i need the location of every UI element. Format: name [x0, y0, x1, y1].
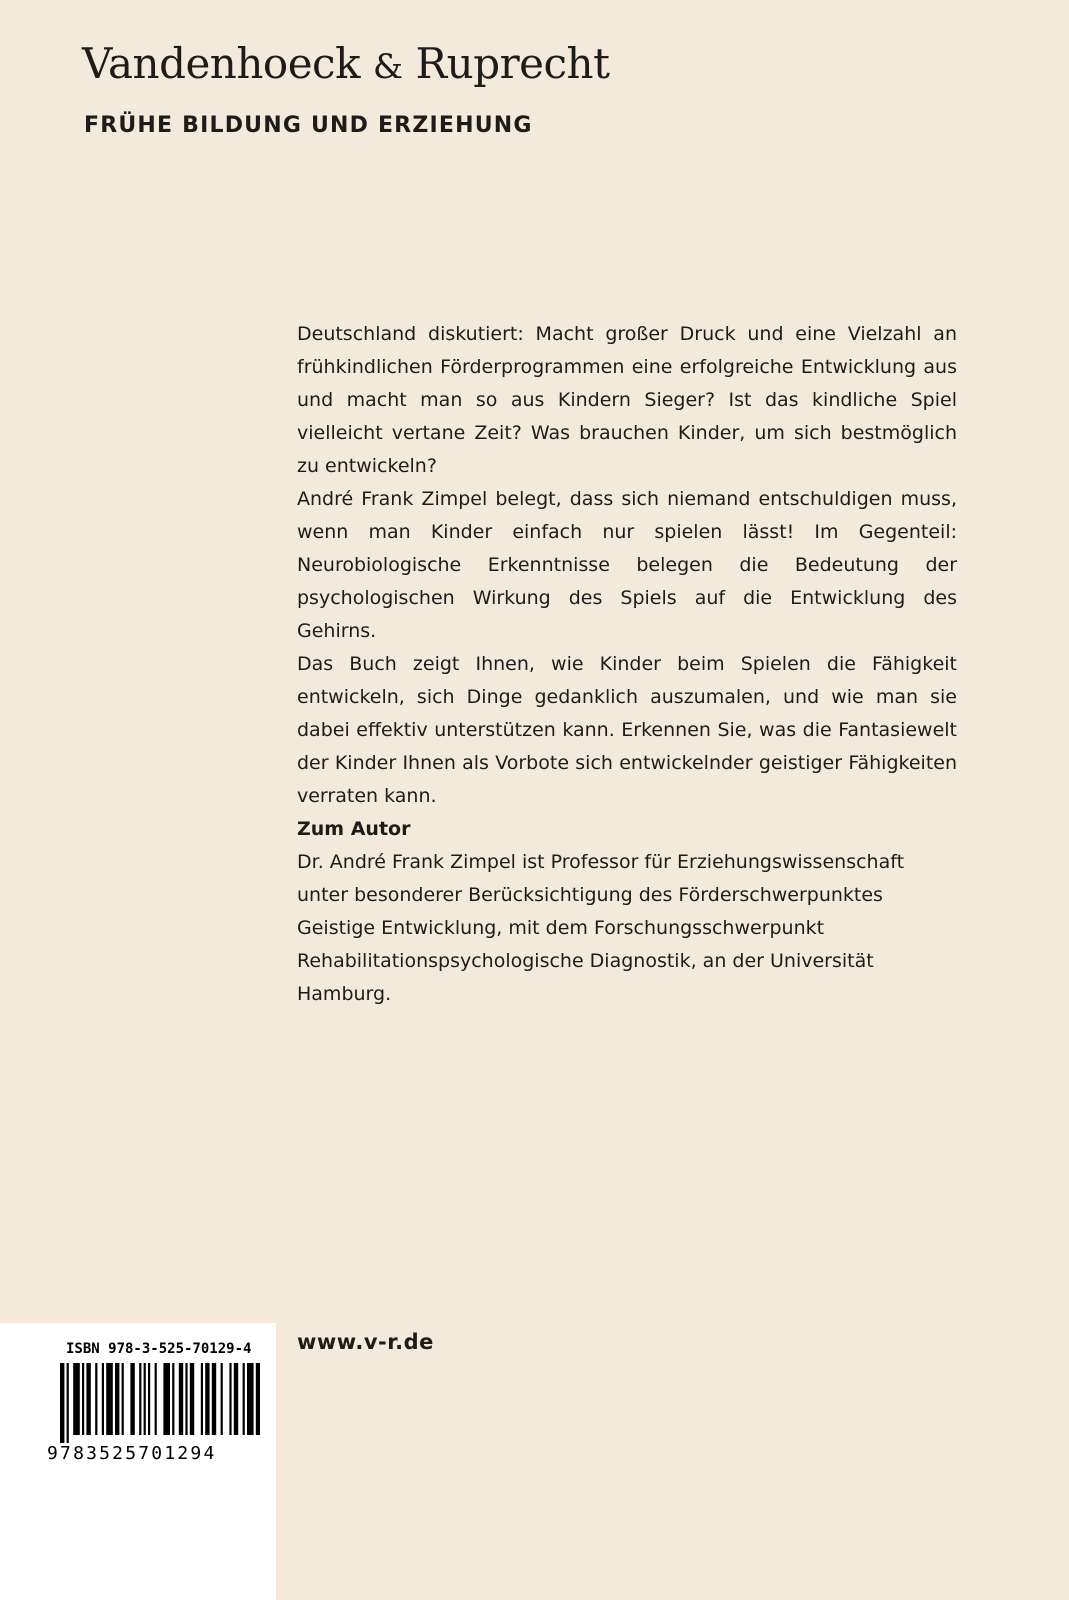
barcode-bar: [201, 1363, 203, 1435]
barcode-bar: [247, 1363, 254, 1435]
barcode-bar: [60, 1363, 64, 1443]
author-heading: Zum Autor: [297, 818, 411, 840]
series-title: FRÜHE BILDUNG UND ERZIEHUNG: [84, 113, 533, 138]
barcode-bar: [73, 1363, 80, 1435]
barcode-bar: [122, 1363, 124, 1435]
publisher-name-part2: Ruprecht: [415, 39, 610, 88]
barcode-bar: [86, 1363, 90, 1435]
barcode-bar: [190, 1363, 194, 1435]
barcode-bar: [163, 1363, 170, 1435]
author-section: [297, 813, 957, 1011]
barcode-bar: [179, 1363, 183, 1435]
barcode-bar: [130, 1363, 134, 1435]
barcode-bar: [67, 1363, 69, 1443]
barcode-bar: [256, 1363, 260, 1435]
barcode-bar: [148, 1363, 150, 1435]
barcode-bar: [234, 1363, 238, 1435]
barcode-bar: [205, 1363, 209, 1435]
blurb-paragraph-1: Deutschland diskutiert: Macht großer Druck und eine Vielzahl an frühkindlichen Förderprogrammen eine erfolgreiche Entwicklung aus und macht man so aus Kindern Sieger? Ist das kindliche Spiel vielleicht vertane Zeit? Was brauchen Kinder, um sich bestmöglich zu entwickeln?: [297, 323, 957, 477]
barcode-bar: [155, 1363, 157, 1435]
barcode-bar: [243, 1363, 245, 1435]
publisher-website: www.v-r.de: [297, 1330, 434, 1354]
barcode-panel: [0, 1323, 276, 1600]
barcode-bar: [102, 1363, 104, 1435]
isbn-label: ISBN 978-3-525-70129-4: [66, 1341, 252, 1357]
barcode-bar: [221, 1363, 223, 1435]
blurb-paragraph-2: André Frank Zimpel belegt, dass sich niemand entschuldigen muss, wenn man Kinder einfach nur spielen lässt! Im Gegenteil: Neurobiologische Erkenntnisse belegen die Bedeutung der psychologischen Wirkung des Spiels auf die Entwicklung des Gehirns.: [297, 488, 957, 642]
barcode-bar: [115, 1363, 119, 1435]
barcode-bar: [139, 1363, 141, 1435]
barcode-icon: [60, 1363, 260, 1443]
book-blurb: [297, 318, 957, 813]
barcode-bar: [185, 1363, 187, 1435]
barcode-number: 9783525701294: [47, 1443, 217, 1464]
publisher-ampersand: &: [372, 47, 403, 87]
barcode-bar: [95, 1363, 97, 1435]
author-bio: Dr. André Frank Zimpel ist Professor für Erziehungswissenschaft unter besonderer Berücksichtigung des Förderschwerpunktes Geistige Entwicklung, mit dem Forschungsschwerpunkt Rehabilitationspsychologische Diagnostik, an der Universität Hamburg.: [297, 851, 905, 1005]
blurb-paragraph-3: Das Buch zeigt Ihnen, wie Kinder beim Spielen die Fähigkeit entwickeln, sich Dinge gedanklich auszumalen, und wie man sie dabei effektiv unterstützen kann. Erkennen Sie, was die Fantasiewelt der Kinder Ihnen als Vorbote sich entwickelnder geistiger Fähigkeiten verraten kann.: [297, 653, 957, 807]
publisher-name-part1: Vandenhoeck: [82, 39, 361, 88]
publisher-name: [82, 36, 609, 95]
barcode-bar: [106, 1363, 113, 1435]
barcode-bar: [82, 1363, 84, 1435]
barcode-bar: [229, 1363, 231, 1435]
barcode-bar: [212, 1363, 216, 1435]
barcode-bar: [172, 1363, 174, 1435]
barcode-bar: [144, 1363, 146, 1435]
